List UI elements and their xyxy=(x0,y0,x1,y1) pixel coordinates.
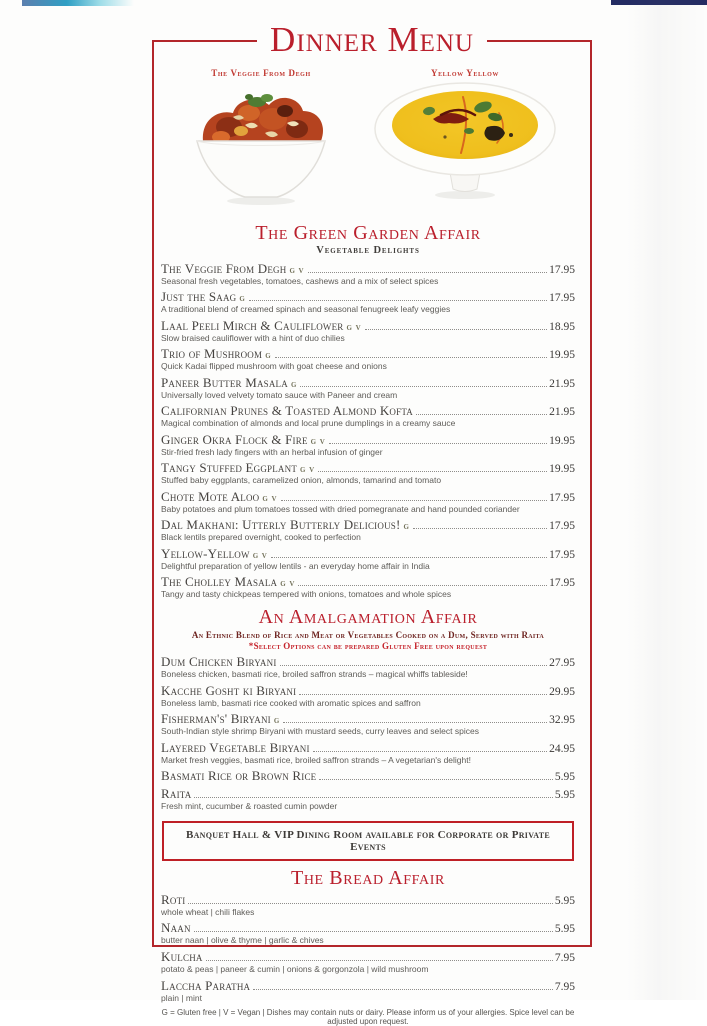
menu-item xyxy=(161,319,575,344)
item-diet-badges: G xyxy=(290,380,298,389)
item-price: 24.95 xyxy=(549,742,575,755)
item-name: Trio of Mushroom xyxy=(161,346,263,362)
item-diet-badges: G V xyxy=(252,551,268,560)
item-description: A traditional blend of creamed spinach and seasonal fenugreek leafy veggies xyxy=(161,304,451,315)
section-subtitle: *Select Options can be prepared Gluten Free upon request xyxy=(248,640,488,651)
dot-leader xyxy=(271,557,547,558)
menu-item xyxy=(161,433,575,458)
item-name: Dum Chicken Biryani xyxy=(161,654,277,670)
scan-shading xyxy=(627,0,707,1000)
menu-item-row xyxy=(161,950,575,964)
banquet-banner: Banquet Hall & VIP Dining Room available for Corporate or Private Events xyxy=(162,821,574,861)
menu-item-row xyxy=(161,518,575,532)
dot-leader xyxy=(299,694,547,695)
section-heading: The Green Garden Affair xyxy=(255,222,481,244)
item-description: Boneless chicken, basmati rice, broiled saffron strands – magical whiffs tableside! xyxy=(161,669,468,680)
menu-item xyxy=(161,787,575,812)
menu-item xyxy=(161,769,575,783)
item-name: Californian Prunes & Toasted Almond Kofta xyxy=(161,403,414,419)
dot-leader xyxy=(318,471,547,472)
item-price: 27.95 xyxy=(549,657,575,670)
item-diet-badges: G V xyxy=(289,266,305,275)
menu-item-row xyxy=(161,404,575,418)
dot-leader xyxy=(283,722,547,723)
dot-leader xyxy=(253,989,553,990)
menu-item xyxy=(161,262,575,287)
item-diet-badges: G V xyxy=(280,580,296,589)
item-price: 17.95 xyxy=(549,548,575,561)
menu-item-row xyxy=(161,262,575,276)
item-price: 19.95 xyxy=(549,349,575,362)
menu-item xyxy=(161,547,575,572)
menu-item xyxy=(161,518,575,543)
item-description: Delightful preparation of yellow lentils - an everyday home affair in India xyxy=(161,560,430,571)
menu-content xyxy=(152,42,592,1026)
dot-leader xyxy=(206,960,553,961)
menu-item-row xyxy=(161,769,575,783)
menu-section xyxy=(161,868,575,1003)
item-description: Stir-fried fresh lady fingers with an herbal infusion of ginger xyxy=(161,446,383,457)
item-name: Laal Peeli Mirch & Cauliflower xyxy=(161,317,344,333)
menu-item-row xyxy=(161,979,575,993)
item-name: The Veggie From Degh xyxy=(161,260,287,276)
dot-leader xyxy=(313,751,547,752)
item-price: 19.95 xyxy=(549,434,575,447)
menu-item-row xyxy=(161,921,575,935)
item-description: Market fresh veggies, basmati rice, broiled saffron strands – A vegetarian's delight! xyxy=(161,754,471,765)
menu-item-row xyxy=(161,547,575,561)
item-diet-badges: G V xyxy=(310,437,326,446)
veggie-bowl-photo xyxy=(177,79,345,207)
menu-item-row xyxy=(161,741,575,755)
item-description: Stuffed baby eggplants, caramelized onion, almonds, tamarind and tomato xyxy=(161,475,442,486)
menu-item-row xyxy=(161,461,575,475)
item-description: butter naan | olive & thyme | garlic & chives xyxy=(161,935,324,946)
dot-leader xyxy=(280,665,548,666)
scan-artifact-top-left xyxy=(22,0,134,6)
item-name: Ginger Okra Flock & Fire xyxy=(161,431,308,447)
item-name: Laccha Paratha xyxy=(161,977,251,993)
section-heading: An Amalgamation Affair xyxy=(258,605,478,628)
item-description: Magical combination of almonds and local prune dumplings in a creamy sauce xyxy=(161,418,456,429)
photo-caption: The Veggie From Degh xyxy=(211,68,311,78)
dot-leader xyxy=(300,386,547,387)
menu-item xyxy=(161,575,575,600)
item-price: 21.95 xyxy=(549,406,575,419)
photo-caption: Yellow Yellow xyxy=(430,68,500,78)
footer-note: G = Gluten free | V = Vegan | Dishes may contain nuts or dairy. Please inform us of your allergies. Spice level can be adjusted upon request. xyxy=(161,1008,575,1026)
item-name: Kacche Gosht ki Biryani xyxy=(161,682,297,698)
item-name: Yellow-Yellow xyxy=(161,545,250,561)
item-price: 21.95 xyxy=(549,377,575,390)
dot-leader xyxy=(194,931,553,932)
item-name: Just the Saag xyxy=(161,289,237,305)
item-price: 17.95 xyxy=(549,577,575,590)
item-description: Quick Kadai flipped mushroom with goat cheese and onions xyxy=(161,361,387,372)
menu-section xyxy=(161,607,575,812)
menu-item xyxy=(161,461,575,486)
menu-item-row xyxy=(161,787,575,801)
item-name: Basmati Rice or Brown Rice xyxy=(161,768,317,784)
dot-leader xyxy=(275,357,547,358)
menu-item xyxy=(161,290,575,315)
item-description: Baby potatoes and plum tomatoes tossed with dried pomegranate and hand pounded coriander xyxy=(161,503,520,514)
dot-leader xyxy=(365,329,548,330)
item-diet-badges: G V xyxy=(300,466,316,475)
item-name: Fisherman's' Biryani xyxy=(161,711,271,727)
item-description: whole wheat | chili flakes xyxy=(161,906,255,917)
item-price: 17.95 xyxy=(549,520,575,533)
section-subtitle: Vegetable Delights xyxy=(316,245,420,256)
dot-leader xyxy=(413,528,547,529)
section-heading: The Bread Affair xyxy=(291,866,445,889)
menu-item xyxy=(161,979,575,1004)
menu-item xyxy=(161,490,575,515)
item-diet-badges: G xyxy=(273,717,281,726)
item-price: 18.95 xyxy=(549,320,575,333)
item-name: Roti xyxy=(161,891,186,907)
item-price: 7.95 xyxy=(554,980,575,993)
menu-item xyxy=(161,712,575,737)
menu-item-row xyxy=(161,893,575,907)
dot-leader xyxy=(298,585,547,586)
item-name: Raita xyxy=(161,786,192,802)
item-name: Chote Mote Aloo xyxy=(161,488,260,504)
item-price: 17.95 xyxy=(549,491,575,504)
item-price: 32.95 xyxy=(549,714,575,727)
yellow-yellow-figure xyxy=(371,68,559,201)
veggie-from-degh-figure xyxy=(177,68,345,207)
item-name: Layered Vegetable Biryani xyxy=(161,739,310,755)
item-name: Tangy Stuffed Eggplant xyxy=(161,460,298,476)
item-description: Tangy and tasty chickpeas tempered with onions, tomatoes and whole spices xyxy=(161,589,452,600)
menu-item xyxy=(161,404,575,429)
item-description: Slow braised cauliflower with a hint of duo chilies xyxy=(161,332,345,343)
menu-item xyxy=(161,655,575,680)
item-price: 5.95 xyxy=(554,771,575,784)
item-description: Universally loved velvety tomato sauce with Paneer and cream xyxy=(161,389,398,400)
menu-item xyxy=(161,950,575,975)
dot-leader xyxy=(249,300,547,301)
item-price: 19.95 xyxy=(549,463,575,476)
item-diet-badges: G xyxy=(265,352,272,361)
section-subtitle: An Ethnic Blend of Rice and Meat or Vegetables Cooked on a Dum, Served with Raita xyxy=(191,629,545,640)
dot-leader xyxy=(329,443,547,444)
dish-photos-row xyxy=(161,68,575,216)
item-description: South-Indian style shrimp Biryani with mustard seeds, curry leaves and select spices xyxy=(161,726,479,737)
menu-item-row xyxy=(161,655,575,669)
menu-item xyxy=(161,376,575,401)
item-description: Seasonal fresh vegetables, tomatoes, cashews and a mix of select spices xyxy=(161,275,439,286)
menu-section xyxy=(161,223,575,600)
dot-leader xyxy=(319,779,552,780)
item-price: 17.95 xyxy=(549,263,575,276)
yellow-dal-photo xyxy=(371,79,559,201)
menu-item xyxy=(161,684,575,709)
item-description: Fresh mint, cucumber & roasted cumin powder xyxy=(161,801,338,812)
item-price: 29.95 xyxy=(549,685,575,698)
item-name: Kulcha xyxy=(161,948,203,964)
menu-item xyxy=(161,741,575,766)
item-name: Paneer Butter Masala xyxy=(161,374,288,390)
item-diet-badges: G V xyxy=(262,494,278,503)
item-diet-badges: G xyxy=(239,295,246,304)
menu-item-row xyxy=(161,376,575,390)
menu-item-row xyxy=(161,684,575,698)
menu-item-row xyxy=(161,319,575,333)
item-name: Naan xyxy=(161,920,191,936)
item-name: Dal Makhani: Utterly Butterly Delicious! xyxy=(161,517,401,533)
menu-item xyxy=(161,347,575,372)
item-name: The Cholley Masala xyxy=(161,574,278,590)
menu-item-row xyxy=(161,490,575,504)
item-price: 5.95 xyxy=(554,894,575,907)
menu-item-row xyxy=(161,712,575,726)
dot-leader xyxy=(281,500,548,501)
dot-leader xyxy=(308,272,548,273)
item-diet-badges: G V xyxy=(346,323,362,332)
menu-item xyxy=(161,893,575,918)
menu-title-wrap xyxy=(152,19,592,61)
page-title: Dinner Menu xyxy=(257,19,487,61)
item-price: 5.95 xyxy=(554,789,575,802)
menu-item-row xyxy=(161,433,575,447)
item-diet-badges: G xyxy=(403,523,410,532)
menu-sections xyxy=(161,223,575,1003)
item-price: 7.95 xyxy=(554,951,575,964)
item-price: 17.95 xyxy=(549,292,575,305)
item-description: plain | mint xyxy=(161,992,202,1003)
dot-leader xyxy=(416,414,547,415)
menu-item-row xyxy=(161,347,575,361)
dot-leader xyxy=(194,797,552,798)
menu-item-row xyxy=(161,290,575,304)
item-description: Black lentils prepared overnight, cooked to perfection xyxy=(161,532,361,543)
item-description: potato & peas | paneer & cumin | onions & gorgonzola | wild mushroom xyxy=(161,963,429,974)
item-price: 5.95 xyxy=(554,923,575,936)
menu-item xyxy=(161,921,575,946)
item-description: Boneless lamb, basmati rice cooked with aromatic spices and saffron xyxy=(161,697,421,708)
menu-item-row xyxy=(161,575,575,589)
dot-leader xyxy=(188,903,552,904)
